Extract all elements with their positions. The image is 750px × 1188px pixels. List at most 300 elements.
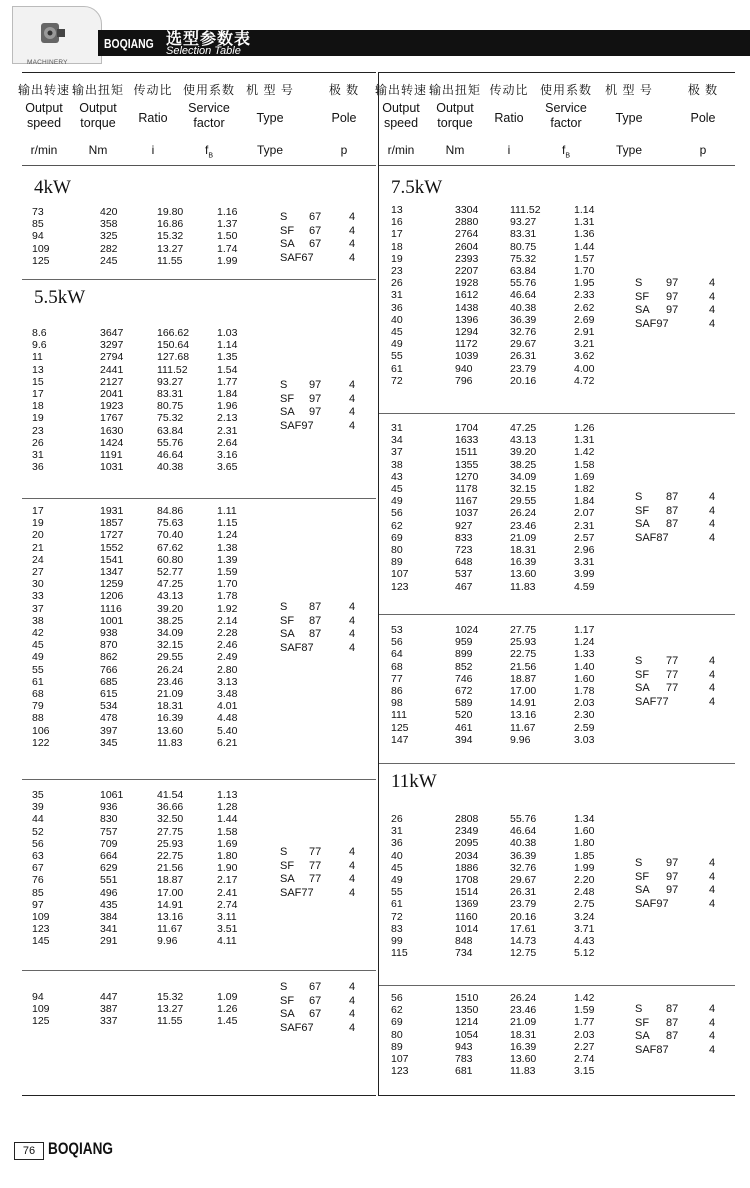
table-row xyxy=(22,1003,376,1015)
pole-value: 4 xyxy=(709,304,716,316)
cell-torque: 1178 xyxy=(455,483,478,495)
type-prefix: SA xyxy=(635,304,650,316)
pole-value: 4 xyxy=(349,238,356,250)
column-header-en-line: factor xyxy=(193,116,225,130)
pole-value: 4 xyxy=(349,211,356,223)
type-prefix: SF xyxy=(280,994,295,1007)
type-prefix: SF xyxy=(635,290,650,303)
cell-speed: 94 xyxy=(32,991,44,1003)
column-header-en-line: Type xyxy=(256,111,284,125)
cell-speed: 123 xyxy=(391,1065,409,1078)
cell-torque: 796 xyxy=(455,374,473,387)
cell-torque: 3297 xyxy=(100,339,124,352)
type-size: 67 xyxy=(309,981,322,993)
cell-factor: 1.31 xyxy=(574,216,595,229)
table-row xyxy=(379,648,735,660)
table-row xyxy=(22,364,376,376)
cell-torque: 870 xyxy=(100,639,118,652)
cell-factor: 1.78 xyxy=(217,590,238,603)
cell-speed: 9.6 xyxy=(32,339,47,352)
power-title: 11kW xyxy=(391,771,437,792)
cell-ratio: 11.67 xyxy=(510,721,536,734)
cell-ratio: 67.62 xyxy=(157,541,184,554)
column-header-en-line: Output xyxy=(436,101,474,115)
cell-torque: 520 xyxy=(455,709,473,722)
cell-torque: 1514 xyxy=(455,886,479,899)
cell-factor: 3.03 xyxy=(574,733,595,746)
type-size: 77 xyxy=(666,668,679,681)
type-prefix: S xyxy=(635,655,643,667)
cell-factor: 1.39 xyxy=(217,553,238,566)
column-header-en-line: Type xyxy=(615,111,643,125)
cell-ratio: 26.31 xyxy=(510,350,537,363)
cell-speed: 49 xyxy=(391,874,403,886)
column-unit: p xyxy=(699,143,707,157)
cell-speed: 123 xyxy=(391,580,409,593)
cell-speed: 45 xyxy=(391,326,403,338)
cell-speed: 18 xyxy=(32,400,44,413)
cell-factor: 1.77 xyxy=(217,375,238,388)
cell-factor: 1.24 xyxy=(574,636,595,649)
page-header xyxy=(0,0,750,64)
cell-ratio: 23.46 xyxy=(510,519,537,532)
cell-ratio: 32.76 xyxy=(510,326,537,338)
cell-ratio: 36.39 xyxy=(510,313,537,326)
cell-factor: 4.11 xyxy=(217,935,237,948)
type-size: 97 xyxy=(666,870,679,883)
column-header-en-line: Ratio xyxy=(494,111,524,125)
table-row xyxy=(22,664,376,676)
cell-ratio: 36.39 xyxy=(510,849,537,862)
cell-speed: 38 xyxy=(391,458,403,471)
pole-value: 4 xyxy=(349,859,356,872)
pole-value: 4 xyxy=(709,277,716,289)
table-row xyxy=(379,636,735,648)
table-row xyxy=(379,874,735,886)
cell-factor: 1.35 xyxy=(217,351,238,364)
cell-torque: 1206 xyxy=(100,590,124,603)
cell-torque: 1767 xyxy=(100,412,124,425)
cell-ratio: 22.75 xyxy=(510,648,537,661)
cell-ratio: 34.09 xyxy=(157,627,184,639)
cell-torque: 899 xyxy=(455,648,473,661)
table-row xyxy=(379,459,735,471)
cell-factor: 1.33 xyxy=(574,648,595,661)
cell-factor: 1.70 xyxy=(217,578,238,591)
cell-ratio: 11.83 xyxy=(510,580,536,593)
table-row xyxy=(379,446,735,458)
cell-torque: 629 xyxy=(100,862,118,875)
table-row xyxy=(379,1016,735,1028)
cell-ratio: 26.24 xyxy=(510,507,537,520)
cell-ratio: 150.64 xyxy=(157,339,190,352)
pole-value: 4 xyxy=(709,531,716,544)
cell-ratio: 17.61 xyxy=(510,922,537,935)
cell-torque: 1031 xyxy=(100,461,124,474)
type-prefix: SAF77 xyxy=(280,886,314,899)
column-header-en-line: Service xyxy=(188,101,230,115)
selection-table-right xyxy=(374,72,735,1096)
cell-speed: 89 xyxy=(391,1040,403,1053)
unit-subscript: B xyxy=(208,152,213,160)
table-row xyxy=(379,241,735,253)
cell-ratio: 21.09 xyxy=(510,1016,537,1029)
pole-value: 4 xyxy=(349,224,356,237)
pole-value: 4 xyxy=(709,668,716,681)
cell-factor: 1.90 xyxy=(217,862,238,875)
cell-torque: 3647 xyxy=(100,327,124,339)
cell-torque: 2604 xyxy=(455,240,479,253)
cell-speed: 31 xyxy=(391,422,403,434)
cell-factor: 1.82 xyxy=(574,483,595,495)
cell-ratio: 40.38 xyxy=(510,301,537,314)
cell-torque: 1923 xyxy=(100,400,124,413)
cell-ratio: 70.40 xyxy=(157,529,184,542)
cell-speed: 62 xyxy=(391,519,403,532)
table-row xyxy=(22,615,376,627)
cell-torque: 1191 xyxy=(100,449,123,461)
cell-factor: 1.69 xyxy=(574,470,595,483)
cell-speed: 61 xyxy=(391,362,403,375)
table-row xyxy=(379,363,735,375)
column-header-cn: 输出扭矩 xyxy=(71,83,124,97)
pole-value: 4 xyxy=(349,846,356,858)
cell-factor: 4.00 xyxy=(574,362,595,375)
type-size: 97 xyxy=(309,406,322,418)
cell-speed: 72 xyxy=(391,910,403,923)
table-row xyxy=(379,568,735,580)
page-number: 76 xyxy=(14,1142,44,1160)
cell-ratio: 25.93 xyxy=(510,636,537,649)
type-prefix: S xyxy=(280,211,288,223)
cell-torque: 757 xyxy=(100,825,118,838)
type-size: 97 xyxy=(309,379,322,391)
cell-speed: 85 xyxy=(32,886,44,899)
cell-ratio: 80.75 xyxy=(157,400,184,413)
table-row xyxy=(379,253,735,265)
cell-speed: 56 xyxy=(391,992,403,1004)
cell-torque: 435 xyxy=(100,898,118,911)
table-row xyxy=(22,887,376,899)
cell-torque: 387 xyxy=(100,1003,118,1016)
cell-speed: 125 xyxy=(32,254,50,267)
cell-torque: 734 xyxy=(455,947,473,960)
pole-value: 4 xyxy=(349,392,356,405)
cell-ratio: 18.31 xyxy=(510,1028,537,1041)
type-prefix: S xyxy=(635,1003,643,1015)
cell-torque: 672 xyxy=(455,685,473,697)
column-header-cn: 使用系数 xyxy=(539,83,592,97)
cell-factor: 1.11 xyxy=(217,505,237,517)
header-brand: BOQIANG xyxy=(104,36,154,51)
type-size: 87 xyxy=(666,504,679,517)
cell-speed: 73 xyxy=(32,206,44,218)
cell-torque: 1214 xyxy=(455,1016,479,1029)
section-separator xyxy=(379,763,735,764)
table-row xyxy=(22,255,376,267)
column-header-en xyxy=(597,111,661,126)
cell-speed: 125 xyxy=(391,721,409,734)
cell-ratio: 13.60 xyxy=(510,1053,537,1065)
cell-speed: 13 xyxy=(391,204,403,216)
cell-speed: 13 xyxy=(32,363,44,376)
cell-torque: 1857 xyxy=(100,517,124,530)
cell-speed: 34 xyxy=(391,434,403,447)
section-separator xyxy=(22,498,376,499)
cell-torque: 959 xyxy=(455,636,473,649)
cell-ratio: 14.73 xyxy=(510,935,537,947)
brand-logo xyxy=(12,6,102,64)
table-row xyxy=(22,688,376,700)
cell-ratio: 21.09 xyxy=(157,688,184,700)
cell-factor: 1.45 xyxy=(217,1015,238,1028)
cell-ratio: 13.60 xyxy=(157,724,184,737)
cell-speed: 109 xyxy=(32,1003,50,1016)
cell-speed: 45 xyxy=(391,483,403,495)
table-row xyxy=(22,339,376,351)
cell-torque: 746 xyxy=(455,672,473,685)
table-row xyxy=(22,789,376,801)
table-row xyxy=(22,578,376,590)
cell-factor: 2.62 xyxy=(574,301,595,314)
cell-factor: 1.78 xyxy=(574,685,595,697)
pole-value: 4 xyxy=(349,379,356,391)
cell-factor: 1.17 xyxy=(574,624,595,636)
cell-torque: 2764 xyxy=(455,228,479,241)
cell-torque: 397 xyxy=(100,724,118,737)
table-row xyxy=(22,400,376,412)
cell-factor: 1.40 xyxy=(574,660,595,673)
cell-ratio: 18.87 xyxy=(510,672,537,685)
cell-torque: 2207 xyxy=(455,265,479,277)
type-prefix: SF xyxy=(635,504,650,517)
type-size: 67 xyxy=(309,211,322,223)
cell-torque: 1061 xyxy=(100,789,124,801)
cell-factor: 1.42 xyxy=(574,992,595,1004)
cell-speed: 80 xyxy=(391,1028,403,1041)
cell-torque: 830 xyxy=(100,813,118,826)
cell-speed: 35 xyxy=(32,789,44,801)
cell-factor: 1.50 xyxy=(217,230,238,243)
cell-ratio: 26.31 xyxy=(510,886,537,899)
cell-ratio: 21.56 xyxy=(510,660,537,673)
type-size: 87 xyxy=(666,1016,679,1029)
type-size: 87 xyxy=(309,614,322,627)
section-separator xyxy=(22,779,376,780)
table-row xyxy=(379,813,735,825)
header-separator xyxy=(379,165,735,166)
cell-torque: 394 xyxy=(455,733,473,746)
cell-ratio: 40.38 xyxy=(157,461,184,474)
cell-torque: 2880 xyxy=(455,216,479,229)
cell-ratio: 15.32 xyxy=(157,230,184,243)
cell-ratio: 93.27 xyxy=(157,375,184,388)
type-prefix: S xyxy=(280,846,288,858)
cell-speed: 24 xyxy=(32,553,44,566)
cell-factor: 1.26 xyxy=(574,422,595,434)
column-header-en-line: speed xyxy=(26,116,62,130)
cell-torque: 1438 xyxy=(455,301,479,314)
cell-factor: 1.84 xyxy=(574,495,595,508)
cell-speed: 67 xyxy=(32,862,44,875)
type-prefix: SAF97 xyxy=(635,317,669,330)
table-row xyxy=(22,801,376,813)
pole-value: 4 xyxy=(349,251,356,264)
cell-speed: 76 xyxy=(32,874,44,887)
type-size: 77 xyxy=(666,682,679,694)
cell-torque: 1172 xyxy=(455,338,478,351)
cell-torque: 1369 xyxy=(455,898,479,911)
cell-speed: 36 xyxy=(32,461,44,474)
table-row xyxy=(379,483,735,495)
table-row xyxy=(379,1041,735,1053)
cell-factor: 2.69 xyxy=(574,313,595,326)
cell-speed: 145 xyxy=(32,935,50,948)
cell-torque: 2095 xyxy=(455,837,479,850)
type-size: 77 xyxy=(666,655,679,667)
cell-ratio: 111.52 xyxy=(157,363,188,376)
table-row xyxy=(379,302,735,314)
table-row xyxy=(379,850,735,862)
table-row xyxy=(379,216,735,228)
table-row xyxy=(22,529,376,541)
cell-speed: 55 xyxy=(391,886,403,899)
cell-factor: 4.01 xyxy=(217,700,238,713)
column-header-cn: 机 型 号 xyxy=(605,83,653,97)
cell-ratio: 29.67 xyxy=(510,338,537,351)
type-prefix: S xyxy=(280,981,288,993)
table-row xyxy=(379,422,735,434)
section-separator xyxy=(379,614,735,615)
type-prefix: SA xyxy=(635,682,650,694)
cell-ratio: 19.80 xyxy=(157,206,184,218)
cell-ratio: 52.77 xyxy=(157,566,184,578)
cell-speed: 64 xyxy=(391,648,403,661)
type-size: 97 xyxy=(666,857,679,869)
pole-value: 4 xyxy=(349,994,356,1007)
section-separator xyxy=(379,413,735,414)
cell-speed: 45 xyxy=(32,639,44,652)
cell-factor: 2.49 xyxy=(217,651,238,664)
cell-torque: 723 xyxy=(455,544,473,556)
table-row xyxy=(379,1053,735,1065)
table-row xyxy=(22,737,376,749)
table-row xyxy=(379,886,735,898)
cell-ratio: 23.46 xyxy=(157,675,184,688)
cell-torque: 2441 xyxy=(100,363,124,376)
cell-factor: 2.41 xyxy=(217,886,238,899)
type-prefix: SF xyxy=(280,392,295,405)
type-size: 77 xyxy=(309,846,322,858)
pole-value: 4 xyxy=(709,1003,716,1015)
pole-value: 4 xyxy=(709,1016,716,1029)
cell-ratio: 43.13 xyxy=(510,434,537,447)
cell-speed: 17 xyxy=(32,505,44,517)
cell-ratio: 75.32 xyxy=(157,412,184,425)
cell-torque: 1931 xyxy=(100,505,124,517)
cell-speed: 88 xyxy=(32,712,44,725)
type-prefix: SF xyxy=(280,859,295,872)
cell-factor: 2.46 xyxy=(217,639,238,652)
cell-speed: 20 xyxy=(32,529,44,542)
cell-speed: 61 xyxy=(32,675,44,688)
table-row xyxy=(379,265,735,277)
cell-ratio: 38.25 xyxy=(157,614,184,627)
table-row xyxy=(379,471,735,483)
cell-factor: 1.99 xyxy=(217,254,238,267)
cell-ratio: 25.93 xyxy=(157,837,184,850)
type-size: 67 xyxy=(309,994,322,1007)
cell-speed: 19 xyxy=(32,517,44,530)
column-header-en-line: Service xyxy=(545,101,587,115)
type-size: 87 xyxy=(309,628,322,640)
cell-ratio: 32.15 xyxy=(510,483,537,495)
cell-speed: 109 xyxy=(32,911,50,923)
cell-speed: 21 xyxy=(32,541,44,554)
cell-ratio: 18.87 xyxy=(157,874,184,887)
pole-value: 4 xyxy=(709,317,716,330)
cell-ratio: 20.16 xyxy=(510,910,537,923)
table-row xyxy=(379,228,735,240)
cell-factor: 2.31 xyxy=(574,519,595,532)
type-prefix: SAF87 xyxy=(635,1043,669,1056)
table-row xyxy=(22,243,376,255)
cell-speed: 52 xyxy=(32,825,44,838)
cell-factor: 2.28 xyxy=(217,627,238,639)
table-row xyxy=(22,911,376,923)
table-row xyxy=(379,862,735,874)
cell-factor: 3.99 xyxy=(574,568,595,581)
type-prefix: SA xyxy=(280,628,295,640)
cell-ratio: 11.67 xyxy=(157,923,183,936)
table-row xyxy=(379,825,735,837)
cell-speed: 49 xyxy=(391,338,403,351)
cell-torque: 1037 xyxy=(455,507,479,520)
type-prefix: S xyxy=(635,277,643,289)
table-row xyxy=(22,327,376,339)
cell-ratio: 166.62 xyxy=(157,327,190,339)
type-size: 67 xyxy=(309,238,322,250)
cell-factor: 2.48 xyxy=(574,886,595,899)
type-prefix: S xyxy=(635,491,643,503)
cell-ratio: 20.16 xyxy=(510,374,537,387)
column-header-en-line: Output xyxy=(79,101,117,115)
table-row xyxy=(22,425,376,437)
machinery-label: MACHINERY xyxy=(27,59,68,66)
cell-factor: 2.14 xyxy=(217,614,238,627)
pole-value: 4 xyxy=(349,873,356,885)
table-row xyxy=(379,314,735,326)
table-row xyxy=(379,1065,735,1077)
section-separator xyxy=(22,970,376,971)
type-prefix: SA xyxy=(635,884,650,896)
cell-factor: 5.40 xyxy=(217,724,238,737)
type-size: 87 xyxy=(666,1030,679,1042)
table-row xyxy=(379,1029,735,1041)
cell-speed: 83 xyxy=(391,922,403,935)
pole-value: 4 xyxy=(709,857,716,869)
cell-factor: 1.15 xyxy=(217,517,238,530)
column-header-cn: 输出扭矩 xyxy=(428,83,481,97)
cell-factor: 1.54 xyxy=(217,363,238,376)
table-row xyxy=(379,495,735,507)
cell-torque: 1396 xyxy=(455,313,479,326)
type-prefix: SA xyxy=(635,518,650,530)
cell-factor: 1.85 xyxy=(574,849,595,862)
type-prefix: SAF97 xyxy=(280,419,314,432)
cell-speed: 77 xyxy=(391,672,403,685)
cell-ratio: 16.39 xyxy=(510,556,537,569)
